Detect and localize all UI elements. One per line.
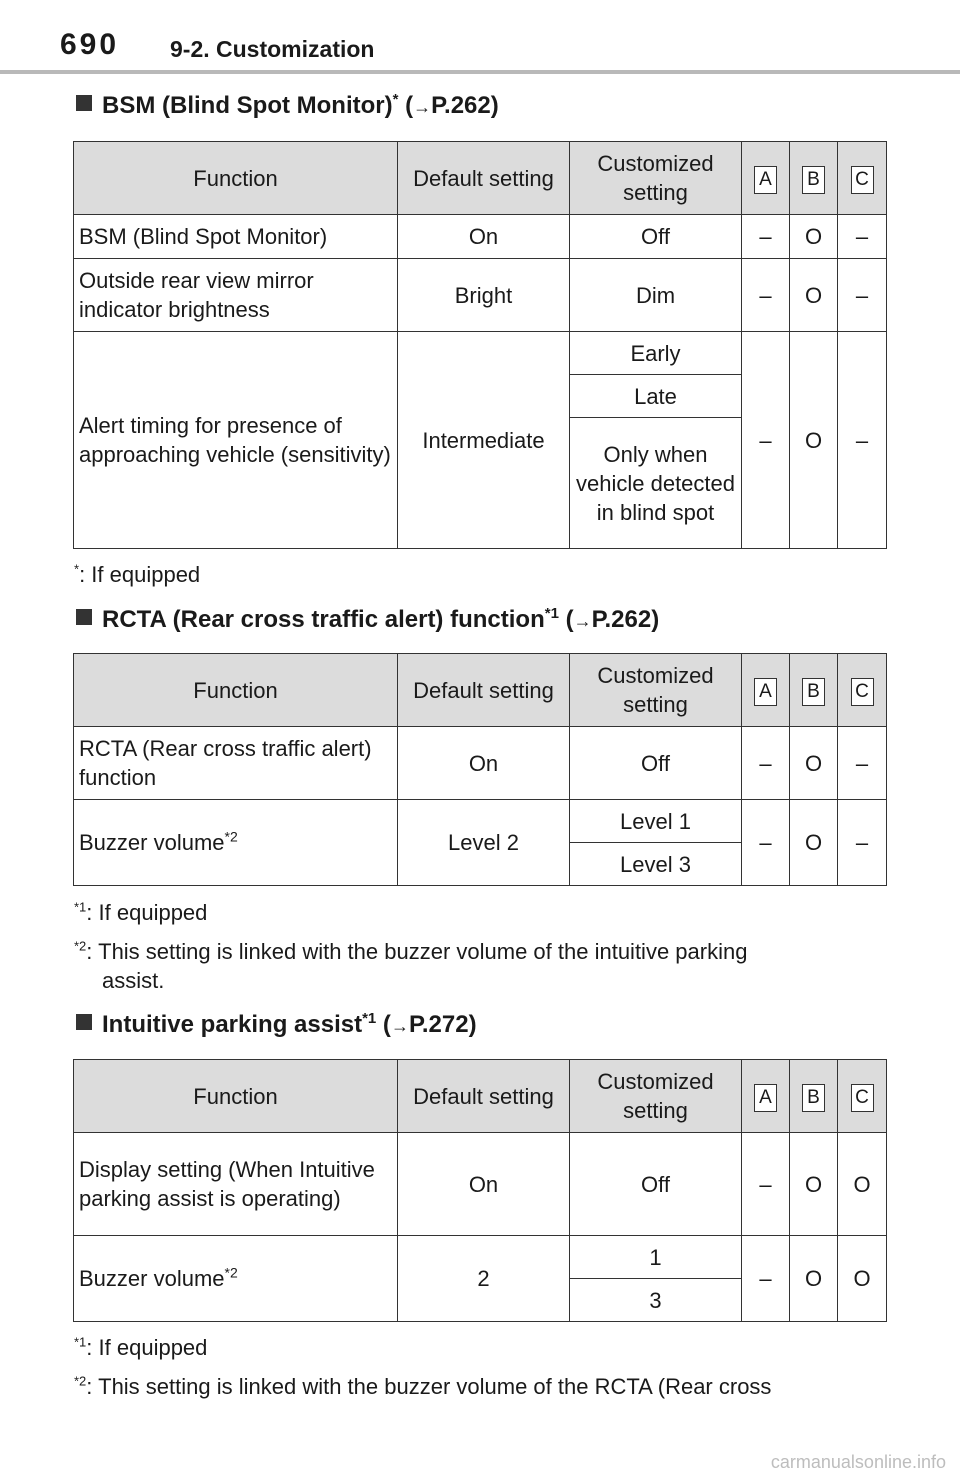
col-header-function: Function (74, 654, 398, 727)
table-row: Outside rear view mirror indicator brightness Bright Dim – O – (74, 259, 887, 332)
footnote: $^{*2}$: This setting is linked with the buzzer volume of the intuitive parking assist. (74, 938, 748, 993)
section-title-rcta: RCTA (Rear cross traffic alert) function$^{*1}$ (→P.262) (76, 606, 659, 634)
col-header-default: Default setting (398, 1060, 570, 1133)
col-header-b: B (802, 1084, 825, 1112)
bullet-square-icon (76, 609, 92, 625)
col-header-default: Default setting (398, 654, 570, 727)
col-header-b: B (802, 166, 825, 194)
col-header-c: C (851, 678, 874, 706)
section-title-parking-assist: Intuitive parking assist$^{*1}$ (→P.272) (76, 1011, 477, 1039)
table-row: BSM (Blind Spot Monitor) On Off – O – (74, 215, 887, 259)
table-row: RCTA (Rear cross traffic alert) function On Off – O – (74, 727, 887, 800)
footnote: *: If equipped (74, 561, 201, 587)
table-row: Alert timing for presence of approaching vehicle (sensitivity) Intermediate Early – O – (74, 332, 887, 375)
page-header (0, 0, 960, 76)
arrow-right-icon: → (390, 1016, 409, 1036)
table-row: Display setting (When Intuitive parking assist is operating) On Off – O O (74, 1133, 887, 1236)
table-row: Buzzer volume$^{*2}$ 2 1 – O O (74, 1236, 887, 1279)
chapter-title: 9-2. Customization (170, 36, 375, 62)
parking-assist-settings-table: Function Default setting Customized setting A B C Display setting (When Intuitive parking assist is operating) On Off – O O Buzzer volume$^{*2}$ 2 1 – O O 3 (73, 1059, 887, 1322)
col-header-a: A (754, 678, 777, 706)
rcta-settings-table: Function Default setting Customized setting A B C RCTA (Rear cross traffic alert) function On Off – O – Buzzer volume$^{*2}$ Level 2 Level 1 – O – Level 3 (73, 653, 887, 886)
col-header-default: Default setting (398, 142, 570, 215)
col-header-function: Function (74, 1060, 398, 1133)
bullet-square-icon (76, 1014, 92, 1030)
col-header-a: A (754, 1084, 777, 1112)
page-reference-link[interactable]: P.262 (591, 606, 652, 633)
col-header-c: C (851, 166, 874, 194)
watermark: carmanualsonline.info (770, 1452, 946, 1472)
col-header-customized: Customized setting (570, 654, 742, 727)
col-header-customized: Customized setting (570, 142, 742, 215)
col-header-b: B (802, 678, 825, 706)
footnote: $^{*2}$: This setting is linked with the buzzer volume of the RCTA (Rear cross (74, 1373, 772, 1399)
page-number: 690 (60, 28, 120, 61)
footnote: $^{*1}$: If equipped (74, 899, 208, 925)
section-title-bsm: BSM (Blind Spot Monitor)* (→P.262) (76, 92, 499, 120)
bsm-settings-table: Function Default setting Customized setting A B C BSM (Blind Spot Monitor) On Off – O – Outside rear view mirror indicator brightness Bright Dim – O – Alert timing for presence of approaching vehicle (sensitivity) Intermediate Early – O – Late Only when vehicle detected in blind spot (73, 141, 887, 549)
bullet-square-icon (76, 95, 92, 111)
col-header-customized: Customized setting (570, 1060, 742, 1133)
col-header-function: Function (74, 142, 398, 215)
page-reference-link[interactable]: P.272 (408, 1011, 469, 1038)
col-header-c: C (851, 1084, 874, 1112)
page-reference-link[interactable]: P.262 (431, 92, 491, 119)
footnote: $^{*1}$: If equipped (74, 1334, 208, 1360)
col-header-a: A (754, 166, 777, 194)
arrow-right-icon: → (573, 611, 592, 631)
table-row: Buzzer volume$^{*2}$ Level 2 Level 1 – O – (74, 800, 887, 843)
header-divider (0, 70, 960, 74)
arrow-right-icon: → (413, 97, 432, 117)
